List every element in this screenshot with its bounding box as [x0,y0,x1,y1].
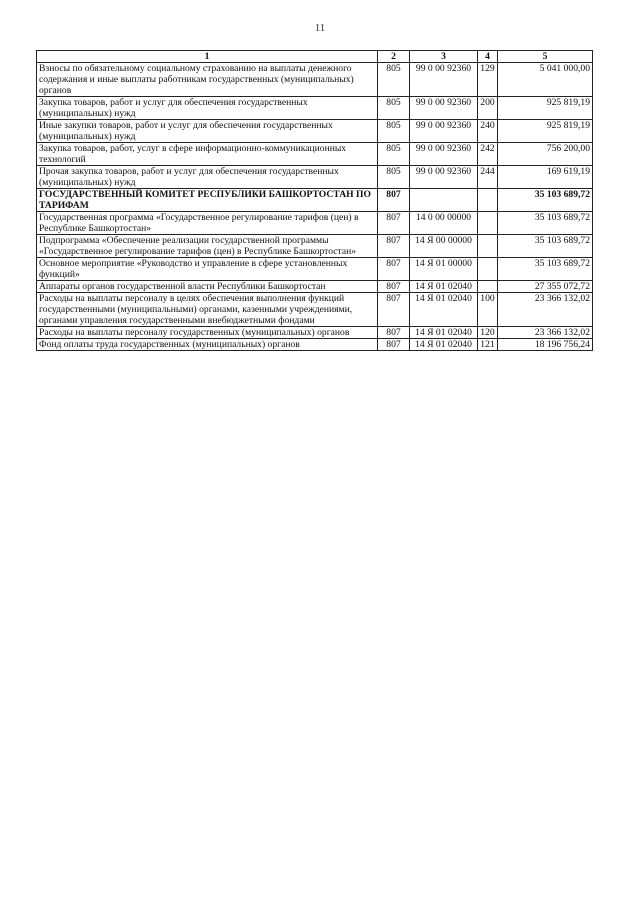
row-sum: 27 355 072,72 [498,281,593,293]
row-csr-code: 14 Я 01 02040 [410,293,478,327]
header-row [37,51,593,63]
table-row [37,281,593,293]
row-csr-code: 99 0 00 92360 [410,97,478,120]
table-row [37,235,593,258]
row-ved-code: 807 [378,339,410,351]
table-row [37,258,593,281]
row-sum: 756 200,00 [498,143,593,166]
row-sum: 23 366 132,02 [498,293,593,327]
row-vr-code: 200 [478,97,498,120]
row-csr-code [410,189,478,212]
row-vr-code: 121 [478,339,498,351]
column-header-vr: 4 [478,51,498,63]
row-ved-code: 807 [378,235,410,258]
row-vr-code: 100 [478,293,498,327]
row-name: Фонд оплаты труда государственных (муниципальных) органов [37,339,378,351]
table-row [37,339,593,351]
column-header-sum: 5 [498,51,593,63]
row-csr-code: 14 Я 01 02040 [410,327,478,339]
table-row [37,143,593,166]
row-sum: 925 819,19 [498,97,593,120]
row-name: ГОСУДАРСТВЕННЫЙ КОМИТЕТ РЕСПУБЛИКИ БАШКОРТОСТАН ПО ТАРИФАМ [37,189,378,212]
row-name: Государственная программа «Государственное регулирование тарифов (цен) в Республике Башкортостан» [37,212,378,235]
row-sum: 169 619,19 [498,166,593,189]
row-sum: 35 103 689,72 [498,235,593,258]
table-row [37,166,593,189]
row-sum: 35 103 689,72 [498,212,593,235]
row-csr-code: 99 0 00 92360 [410,63,478,97]
row-csr-code: 14 Я 01 02040 [410,339,478,351]
row-csr-code: 14 Я 01 00000 [410,258,478,281]
row-name: Аппараты органов государственной власти Республики Башкортостан [37,281,378,293]
row-sum: 5 041 000,00 [498,63,593,97]
row-sum: 23 366 132,02 [498,327,593,339]
row-ved-code: 807 [378,327,410,339]
row-ved-code: 805 [378,63,410,97]
row-name: Основное мероприятие «Руководство и управление в сфере установленных функций» [37,258,378,281]
row-name: Закупка товаров, работ, услуг в сфере информационно-коммуникационных технологий [37,143,378,166]
table-row [37,327,593,339]
row-vr-code: 240 [478,120,498,143]
row-csr-code: 14 0 00 00000 [410,212,478,235]
row-ved-code: 807 [378,258,410,281]
column-header-ved: 2 [378,51,410,63]
row-ved-code: 805 [378,120,410,143]
row-ved-code: 805 [378,166,410,189]
row-name: Прочая закупка товаров, работ и услуг для обеспечения государственных (муниципальных) нужд [37,166,378,189]
table-row [37,63,593,97]
row-name: Подпрограмма «Обеспечение реализации государственной программы «Государственное регулирование тарифов (цен) в Республике Башкортостан» [37,235,378,258]
row-vr-code [478,212,498,235]
table-row [37,212,593,235]
table-row-committee-total [37,189,593,212]
row-sum: 18 196 756,24 [498,339,593,351]
row-csr-code: 99 0 00 92360 [410,166,478,189]
row-sum: 35 103 689,72 [498,189,593,212]
row-name: Расходы на выплаты персоналу государственных (муниципальных) органов [37,327,378,339]
row-csr-code: 99 0 00 92360 [410,143,478,166]
page-number: 11 [314,22,326,34]
row-csr-code: 14 Я 01 02040 [410,281,478,293]
row-vr-code: 120 [478,327,498,339]
table-body [37,63,593,351]
row-ved-code: 807 [378,189,410,212]
row-vr-code: 244 [478,166,498,189]
row-vr-code [478,189,498,212]
row-vr-code [478,281,498,293]
row-name: Закупка товаров, работ и услуг для обеспечения государственных (муниципальных) нужд [37,97,378,120]
column-header-csr: 3 [410,51,478,63]
row-csr-code: 14 Я 00 00000 [410,235,478,258]
row-name: Взносы по обязательному социальному страхованию на выплаты денежного содержания и иные выплаты работникам государственных (муниципальных) органов [37,63,378,97]
row-name: Расходы на выплаты персоналу в целях обеспечения выполнения функций государственными (муниципальными) органами, казенными учреждениями, органами управления государственными внебюджетными фондами [37,293,378,327]
table-row [37,293,593,327]
row-vr-code [478,235,498,258]
row-csr-code: 99 0 00 92360 [410,120,478,143]
row-sum: 35 103 689,72 [498,258,593,281]
row-sum: 925 819,19 [498,120,593,143]
row-ved-code: 807 [378,293,410,327]
row-ved-code: 807 [378,212,410,235]
row-ved-code: 805 [378,143,410,166]
row-ved-code: 805 [378,97,410,120]
row-vr-code: 242 [478,143,498,166]
row-vr-code [478,258,498,281]
row-ved-code: 807 [378,281,410,293]
table-row [37,97,593,120]
row-vr-code: 129 [478,63,498,97]
table-row [37,120,593,143]
row-name: Иные закупки товаров, работ и услуг для обеспечения государственных (муниципальных) нужд [37,120,378,143]
budget-table [36,50,593,351]
column-header-name: 1 [37,51,378,63]
